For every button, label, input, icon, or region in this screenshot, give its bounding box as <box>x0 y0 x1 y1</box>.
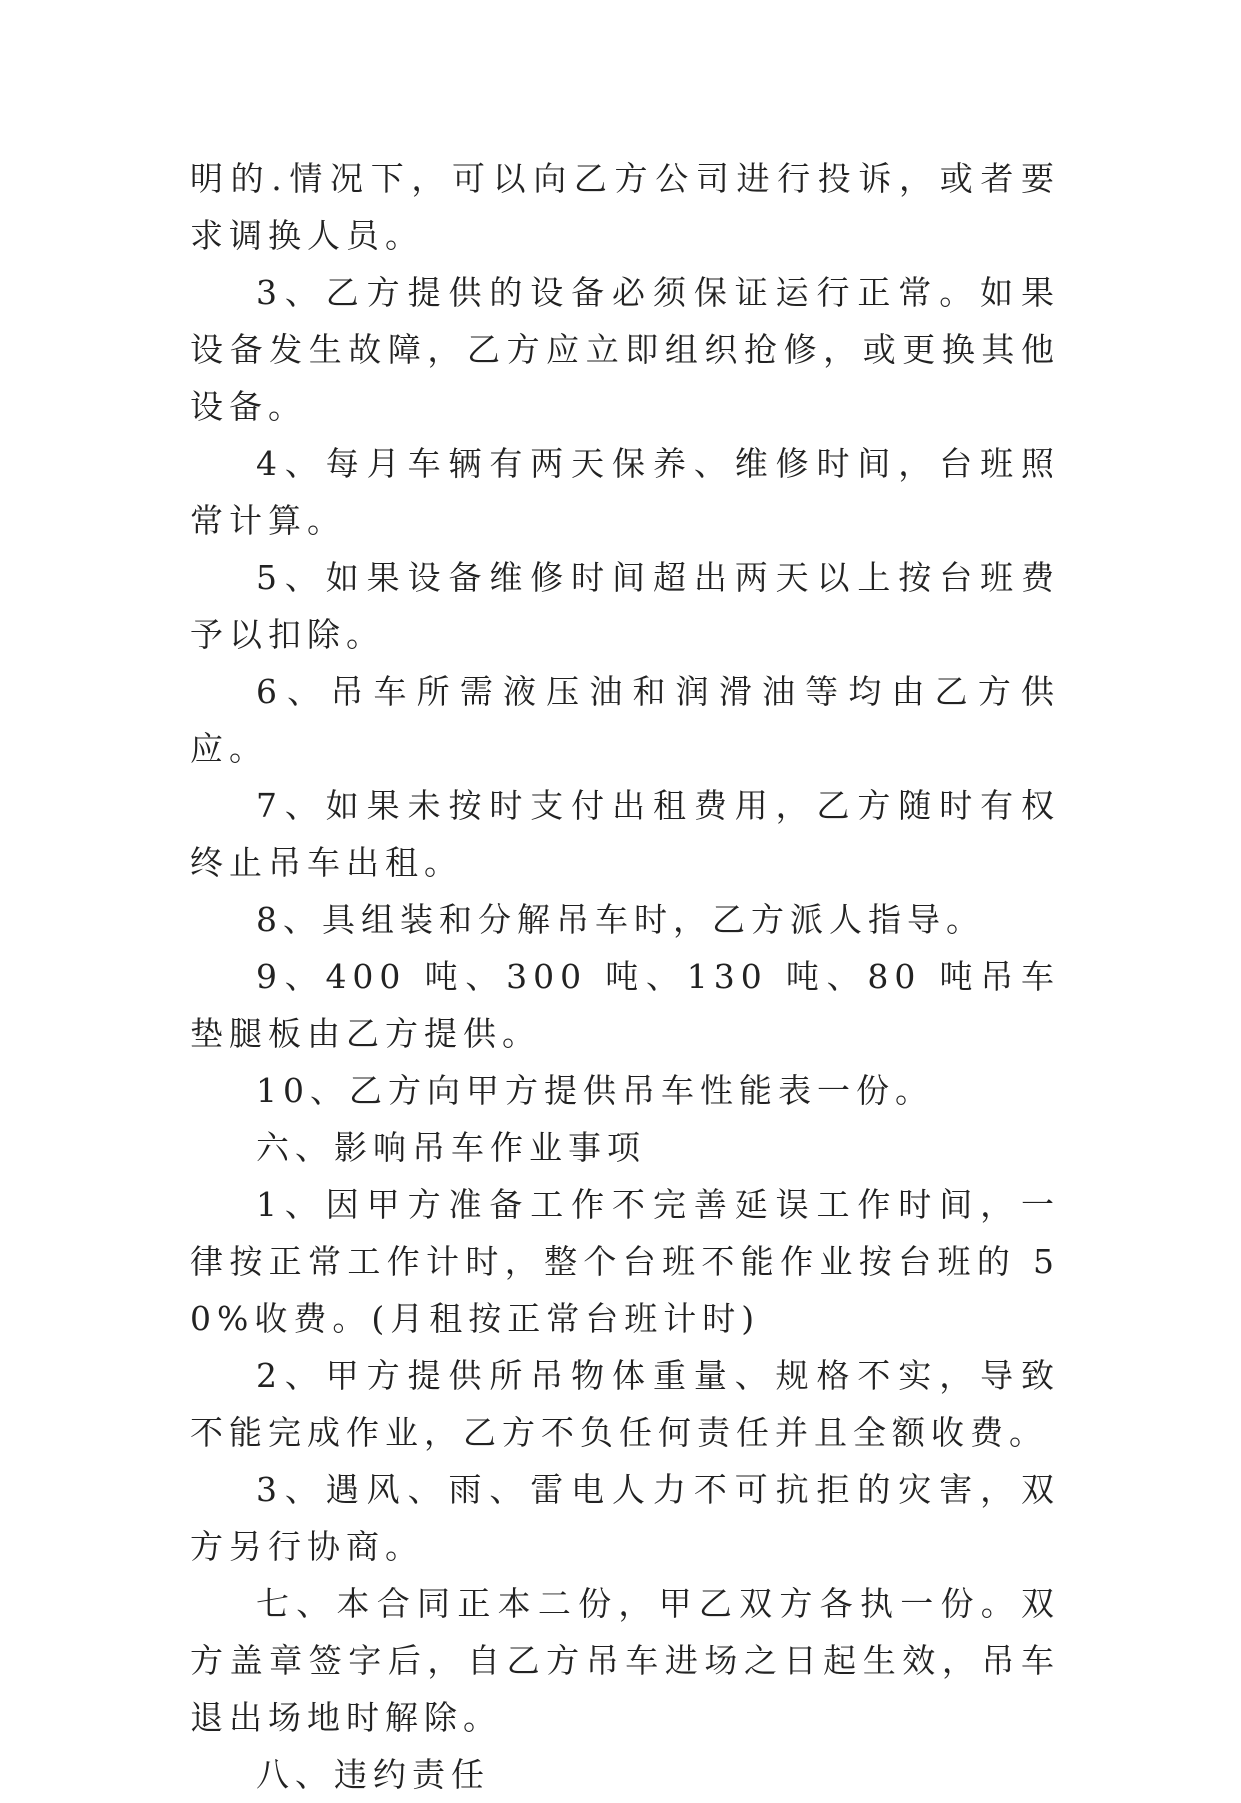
paragraph-item-7: 7、如果未按时支付出租费用，乙方随时有权终止吊车出租。 <box>190 786 1060 882</box>
paragraph-item-4: 4、每月车辆有两天保养、维修时间，台班照常计算。 <box>190 444 1060 540</box>
paragraph-section6-item-1: 1、因甲方准备工作不完善延误工作时间，一律按正常工作计时，整个台班不能作业按台班的 50%收费。(月租按正常台班计时) <box>190 1185 1060 1338</box>
paragraph-section6-item-3: 3、遇风、雨、雷电人力不可抗拒的灾害，双方另行协商。 <box>190 1470 1060 1566</box>
paragraph-item-10: 10、乙方向甲方提供吊车性能表一份。 <box>256 1071 934 1110</box>
paragraph-item-5: 5、如果设备维修时间超出两天以上按台班费予以扣除。 <box>190 558 1060 654</box>
paragraph-continuation: 明的.情况下，可以向乙方公司进行投诉，或者要求调换人员。 <box>190 159 1060 255</box>
paragraph-item-8: 8、具组装和分解吊车时，乙方派人指导。 <box>256 900 985 939</box>
section-heading-8: 八、违约责任 <box>256 1755 490 1794</box>
section-heading-6: 六、影响吊车作业事项 <box>256 1128 646 1167</box>
paragraph-item-9: 9、400 吨、300 吨、130 吨、80 吨吊车垫腿板由乙方提供。 <box>190 957 1060 1053</box>
paragraph-section6-item-2: 2、甲方提供所吊物体重量、规格不实，导致不能完成作业，乙方不负任何责任并且全额收费。 <box>190 1356 1060 1452</box>
paragraph-item-6: 6、吊车所需液压油和润滑油等均由乙方供应。 <box>190 672 1060 768</box>
section-paragraph-7: 七、本合同正本二份，甲乙双方各执一份。双方盖章签字后，自乙方吊车进场之日起生效，吊车退出场地时解除。 <box>190 1584 1060 1737</box>
document-body <box>190 150 1060 1803</box>
paragraph-item-3: 3、乙方提供的设备必须保证运行正常。如果设备发生故障，乙方应立即组织抢修，或更换其他设备。 <box>190 273 1060 426</box>
